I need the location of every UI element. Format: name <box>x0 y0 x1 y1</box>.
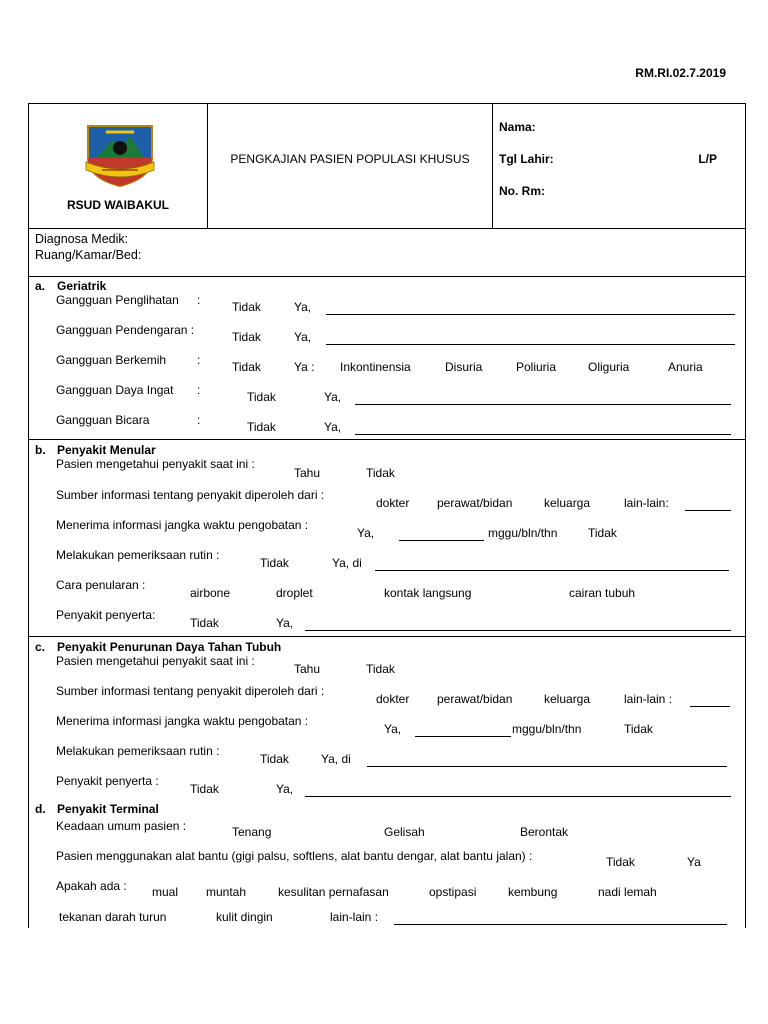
bicara-label: Gangguan Bicara <box>56 413 150 427</box>
d-lain-checkbox[interactable]: lain-lain : <box>330 910 379 924</box>
d-keadaan-label: Keadaan umum pasien : <box>56 819 187 833</box>
berkemih-tidak-checkbox[interactable]: Tidak <box>232 360 261 374</box>
hospital-name: RSUD WAIBAKUL <box>67 198 169 212</box>
c-penyerta-field[interactable] <box>305 796 731 797</box>
title-cell <box>208 104 493 228</box>
disuria-checkbox[interactable]: Disuria <box>445 360 483 374</box>
b-tahu-checkbox[interactable]: Tahu <box>294 466 321 480</box>
droplet-checkbox[interactable]: droplet <box>276 586 313 600</box>
colon: : <box>197 413 201 427</box>
diagnosa-section <box>28 229 746 277</box>
inkontinensia-checkbox[interactable]: Inkontinensia <box>340 360 411 374</box>
pendengaran-ya-checkbox[interactable]: Ya, <box>294 330 312 344</box>
c-pemeriksaan-field[interactable] <box>367 766 727 767</box>
hospital-logo <box>82 118 158 190</box>
b-pemeriksaan-field[interactable] <box>375 570 729 571</box>
patient-id-cell <box>493 104 745 228</box>
kesulitan-checkbox[interactable]: kesulitan pernafasan <box>278 885 389 899</box>
tgl-lahir-label: Tgl Lahir: <box>499 152 554 166</box>
c-sumber-label: Sumber informasi tentang penyakit diperoleh dari : <box>56 684 325 698</box>
d-lain-field[interactable] <box>394 924 727 925</box>
muntah-checkbox[interactable]: muntah <box>206 885 247 899</box>
b-tidak-tahu-checkbox[interactable]: Tidak <box>366 466 395 480</box>
c-penyerta-label: Penyakit penyerta : <box>56 774 159 788</box>
penglihatan-tidak-checkbox[interactable]: Tidak <box>232 300 261 314</box>
c-unit-label: mggu/bln/thn <box>512 722 582 736</box>
b-pemeriksaan-label: Melakukan pemeriksaan rutin : <box>56 548 220 562</box>
b-penyerta-ya-checkbox[interactable]: Ya, <box>276 616 294 630</box>
nama-label: Nama: <box>499 120 536 134</box>
form-code: RM.RI.02.7.2019 <box>635 66 726 80</box>
c-perawat-checkbox[interactable]: perawat/bidan <box>437 692 513 706</box>
hospital-cell <box>29 104 208 228</box>
colon: : <box>197 353 201 367</box>
c-pemeriksaan-ya-checkbox[interactable]: Ya, di <box>321 752 351 766</box>
b-penyerta-label: Penyakit penyerta: <box>56 608 156 622</box>
c-tidak-waktu-checkbox[interactable]: Tidak <box>624 722 653 736</box>
c-tidak-tahu-checkbox[interactable]: Tidak <box>366 662 395 676</box>
b-dokter-checkbox[interactable]: dokter <box>376 496 410 510</box>
poliuria-checkbox[interactable]: Poliuria <box>516 360 557 374</box>
c-mengetahui-label: Pasien mengetahui penyakit saat ini : <box>56 654 255 668</box>
alat-bantu-ya-checkbox[interactable]: Ya <box>687 855 701 869</box>
c-pemeriksaan-tidak-checkbox[interactable]: Tidak <box>260 752 289 766</box>
form-title: PENGKAJIAN PASIEN POPULASI KHUSUS <box>230 152 470 166</box>
c-tahu-checkbox[interactable]: Tahu <box>294 662 321 676</box>
c-jangka-waktu-label: Menerima informasi jangka waktu pengobatan : <box>56 714 309 728</box>
cairan-checkbox[interactable]: cairan tubuh <box>569 586 636 600</box>
tekanan-darah-checkbox[interactable]: tekanan darah turun <box>59 910 167 924</box>
b-lain-field[interactable] <box>685 510 731 511</box>
mual-checkbox[interactable]: mual <box>152 885 179 899</box>
b-pemeriksaan-tidak-checkbox[interactable]: Tidak <box>260 556 289 570</box>
daya-ingat-ya-checkbox[interactable]: Ya, <box>324 390 342 404</box>
section-a-title: a. Geriatrik <box>35 279 107 293</box>
gender-label: L/P <box>698 152 717 166</box>
section-daya-tahan-tubuh <box>28 637 746 928</box>
c-keluarga-checkbox[interactable]: keluarga <box>544 692 591 706</box>
c-penyerta-ya-checkbox[interactable]: Ya, <box>276 782 294 796</box>
b-penyerta-field[interactable] <box>305 630 731 631</box>
colon: : <box>197 293 201 307</box>
bicara-ya-checkbox[interactable]: Ya, <box>324 420 342 434</box>
pendengaran-tidak-checkbox[interactable]: Tidak <box>232 330 261 344</box>
d-apakah-label: Apakah ada : <box>56 879 127 893</box>
b-penyerta-tidak-checkbox[interactable]: Tidak <box>190 616 219 630</box>
b-lain-checkbox[interactable]: lain-lain: <box>624 496 669 510</box>
berontak-checkbox[interactable]: Berontak <box>520 825 569 839</box>
c-lain-field[interactable] <box>690 706 730 707</box>
nadi-lemah-checkbox[interactable]: nadi lemah <box>598 885 657 899</box>
b-mengetahui-label: Pasien mengetahui penyakit saat ini : <box>56 457 255 471</box>
section-b-title: b. Penyakit Menular <box>35 443 156 457</box>
b-unit-label: mggu/bln/thn <box>488 526 558 540</box>
b-ya-waktu-checkbox[interactable]: Ya, <box>357 526 375 540</box>
tenang-checkbox[interactable]: Tenang <box>232 825 272 839</box>
penglihatan-ya-checkbox[interactable]: Ya, <box>294 300 312 314</box>
c-ya-waktu-checkbox[interactable]: Ya, <box>384 722 402 736</box>
penglihatan-label: Gangguan Penglihatan <box>56 293 179 307</box>
gelisah-checkbox[interactable]: Gelisah <box>384 825 425 839</box>
pendengaran-ya-field[interactable] <box>326 344 735 345</box>
ruang-label: Ruang/Kamar/Bed: <box>35 248 142 262</box>
section-c-title: c. Penyakit Penurunan Daya Tahan Tubuh <box>35 640 282 654</box>
oliguria-checkbox[interactable]: Oliguria <box>588 360 630 374</box>
b-waktu-field[interactable] <box>399 540 484 541</box>
b-jangka-waktu-label: Menerima informasi jangka waktu pengobatan : <box>56 518 309 532</box>
c-waktu-field[interactable] <box>415 736 511 737</box>
opstipasi-checkbox[interactable]: opstipasi <box>429 885 477 899</box>
c-lain-checkbox[interactable]: lain-lain : <box>624 692 673 706</box>
section-d-title: d. Penyakit Terminal <box>35 802 159 816</box>
berkemih-ya-checkbox[interactable]: Ya : <box>294 360 315 374</box>
pendengaran-label: Gangguan Pendengaran : <box>56 323 195 337</box>
c-penyerta-tidak-checkbox[interactable]: Tidak <box>190 782 219 796</box>
alat-bantu-tidak-checkbox[interactable]: Tidak <box>606 855 635 869</box>
b-pemeriksaan-ya-checkbox[interactable]: Ya, di <box>332 556 362 570</box>
section-penyakit-menular <box>28 440 746 637</box>
section-geriatrik <box>28 277 746 440</box>
daya-ingat-tidak-checkbox[interactable]: Tidak <box>247 390 276 404</box>
c-dokter-checkbox[interactable]: dokter <box>376 692 410 706</box>
c-pemeriksaan-label: Melakukan pemeriksaan rutin : <box>56 744 220 758</box>
b-tidak-waktu-checkbox[interactable]: Tidak <box>588 526 617 540</box>
bicara-tidak-checkbox[interactable]: Tidak <box>247 420 276 434</box>
kontak-checkbox[interactable]: kontak langsung <box>384 586 472 600</box>
b-keluarga-checkbox[interactable]: keluarga <box>544 496 591 510</box>
no-rm-label: No. Rm: <box>499 184 545 198</box>
colon: : <box>197 383 201 397</box>
airbone-checkbox[interactable]: airbone <box>190 586 231 600</box>
daya-ingat-label: Gangguan Daya Ingat <box>56 383 174 397</box>
b-perawat-checkbox[interactable]: perawat/bidan <box>437 496 513 510</box>
penglihatan-ya-field[interactable] <box>326 314 735 315</box>
d-alat-bantu-label: Pasien menggunakan alat bantu (gigi palsu, softlens, alat bantu dengar, alat bantu jalan) : <box>56 849 533 863</box>
diagnosa-label: Diagnosa Medik: <box>35 232 129 246</box>
bicara-ya-field[interactable] <box>355 434 731 435</box>
berkemih-label: Gangguan Berkemih <box>56 353 167 367</box>
kembung-checkbox[interactable]: kembung <box>508 885 558 899</box>
b-penularan-label: Cara penularan : <box>56 578 146 592</box>
b-sumber-label: Sumber informasi tentang penyakit diperoleh dari : <box>56 488 325 502</box>
daya-ingat-ya-field[interactable] <box>355 404 731 405</box>
form-header <box>28 103 746 229</box>
anuria-checkbox[interactable]: Anuria <box>668 360 703 374</box>
kulit-dingin-checkbox[interactable]: kulit dingin <box>216 910 273 924</box>
